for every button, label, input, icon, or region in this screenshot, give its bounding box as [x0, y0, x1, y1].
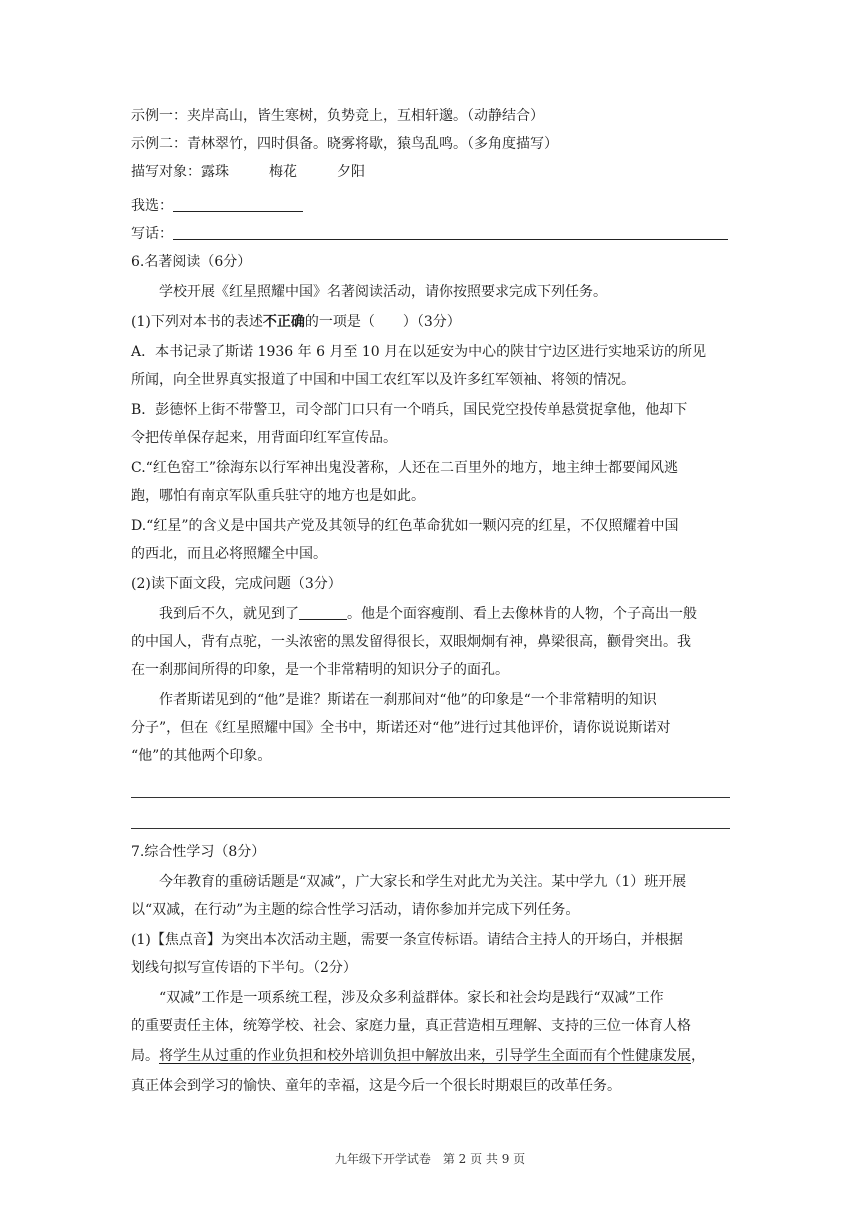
example-two: 示例二：青林翠竹，四时俱备。晓雾将歇，猿鸟乱鸣。（多角度描写）	[131, 136, 558, 152]
object-plum-blossom: 梅花	[269, 164, 297, 180]
object-sunset: 夕阳	[337, 164, 365, 180]
option-a-line1: A．本书记录了斯诺 1936 年 6 月至 10 月在以延安为中心的陕甘宁边区进行实地采访的所见	[131, 344, 707, 360]
q7-sub1-line1: (1)【焦点音】为突出本次活动主题，需要一条宣传标语。请结合主持人的开场白，并根据	[131, 932, 683, 948]
q7-text-line3	[131, 1046, 705, 1066]
choose-line	[131, 196, 303, 216]
write-line	[131, 224, 728, 244]
q7-intro-line2: 以“双减，在行动”为主题的综合性学习活动，请你参加并完成下列任务。	[131, 902, 580, 918]
passage-blank[interactable]	[299, 605, 347, 620]
question-line2: 分子”，但在《红星照耀中国》全书中，斯诺还对“他”进行过其他评价，请你说说斯诺对	[131, 720, 671, 736]
choose-blank[interactable]	[173, 197, 303, 212]
answer-line-2[interactable]	[131, 828, 730, 829]
q7-text-line3-a: 局。	[131, 1048, 159, 1064]
q6-sub1	[131, 312, 461, 332]
example-one: 示例一：夹岸高山，皆生寒树，负势竞上，互相轩邈。（动静结合）	[131, 108, 544, 124]
writing-objects	[131, 162, 365, 182]
option-c-line1: C.“红色窑工”徐海东以行军神出鬼没著称，人还在二百里外的地方，地主绅士都要闻风逃	[131, 460, 678, 476]
choose-label: 我选：	[131, 198, 173, 214]
passage-line2: 的中国人，背有点驼，一头浓密的黑发留得很长，双眼炯炯有神，鼻梁很高，颧骨突出。我	[131, 634, 691, 650]
q6-sub2: (2)读下面文段，完成问题（3分）	[131, 576, 342, 592]
passage-line1-a: 我到后不久，就见到了	[159, 606, 299, 622]
q6-sub1-post: 的一项是（ ）（3分）	[304, 314, 461, 330]
q7-text-line3-b: ，	[691, 1048, 705, 1064]
q7-text-line1: “双减”工作是一项系统工程，涉及众多利益群体。家长和社会均是践行“双减”工作	[159, 990, 664, 1006]
option-d-line1: D.“红星”的含义是中国共产党及其领导的红色革命犹如一颗闪亮的红星，不仅照耀着中国	[131, 518, 679, 534]
q6-title: 6.名著阅读（6分）	[131, 254, 252, 270]
page-footer: 九年级下开学试卷 第 2 页 共 9 页	[334, 1152, 526, 1166]
option-a-line2: 所闻，向全世界真实报道了中国和中国工农红军以及许多红军领袖、将领的情况。	[131, 372, 635, 388]
q6-intro: 学校开展《红星照耀中国》名著阅读活动，请你按照要求完成下列任务。	[159, 284, 607, 300]
q7-text-line2: 的重要责任主体，统筹学校、社会、家庭力量，真正营造相互理解、支持的三位一体育人格	[131, 1018, 691, 1034]
underlined-sentence: 将学生从过重的作业负担和校外培训负担中解放出来，引导学生全面而有个性健康发展	[159, 1048, 691, 1064]
objects-label: 描写对象：	[131, 164, 201, 180]
question-line3: “他”的其他两个印象。	[131, 748, 272, 764]
q7-sub1-line2: 划线句拟写宣传语的下半句。（2分）	[131, 960, 357, 976]
option-d-line2: 的西北，而且必将照耀全中国。	[131, 546, 327, 562]
q6-sub1-emphasis: 不正确	[262, 314, 305, 330]
write-blank[interactable]	[173, 225, 728, 240]
q7-intro-line1: 今年教育的重磅话题是“双减”，广大家长和学生对此尤为关注。某中学九（1）班开展	[159, 874, 687, 890]
passage-line1-b: 。他是个面容瘦削、看上去像林肯的人物，个子高出一般	[347, 606, 697, 622]
q7-title: 7.综合性学习（8分）	[131, 844, 266, 860]
q7-text-line4: 真正体会到学习的愉快、童年的幸福，这是今后一个很长时期艰巨的改革任务。	[131, 1078, 621, 1094]
q6-sub1-pre: (1)下列对本书的表述	[131, 314, 263, 330]
question-line1: 作者斯诺见到的“他”是谁？斯诺在一刹那间对“他”的印象是“一个非常精明的知识	[159, 692, 657, 708]
passage-line3: 在一刹那间所得的印象，是一个非常精明的知识分子的面孔。	[131, 662, 509, 678]
option-b-line1: B．彭德怀上街不带警卫，司令部门口只有一个哨兵，国民党空投传单悬赏捉拿他，他却下	[131, 402, 688, 418]
write-label: 写话：	[131, 226, 173, 242]
option-c-line2: 跑，哪怕有南京军队重兵驻守的地方也是如此。	[131, 488, 425, 504]
option-b-line2: 令把传单保存起来，用背面印红军宣传品。	[131, 430, 397, 446]
object-dewdrop: 露珠	[201, 164, 229, 180]
passage-line1	[159, 604, 697, 624]
answer-line-1[interactable]	[131, 797, 730, 798]
